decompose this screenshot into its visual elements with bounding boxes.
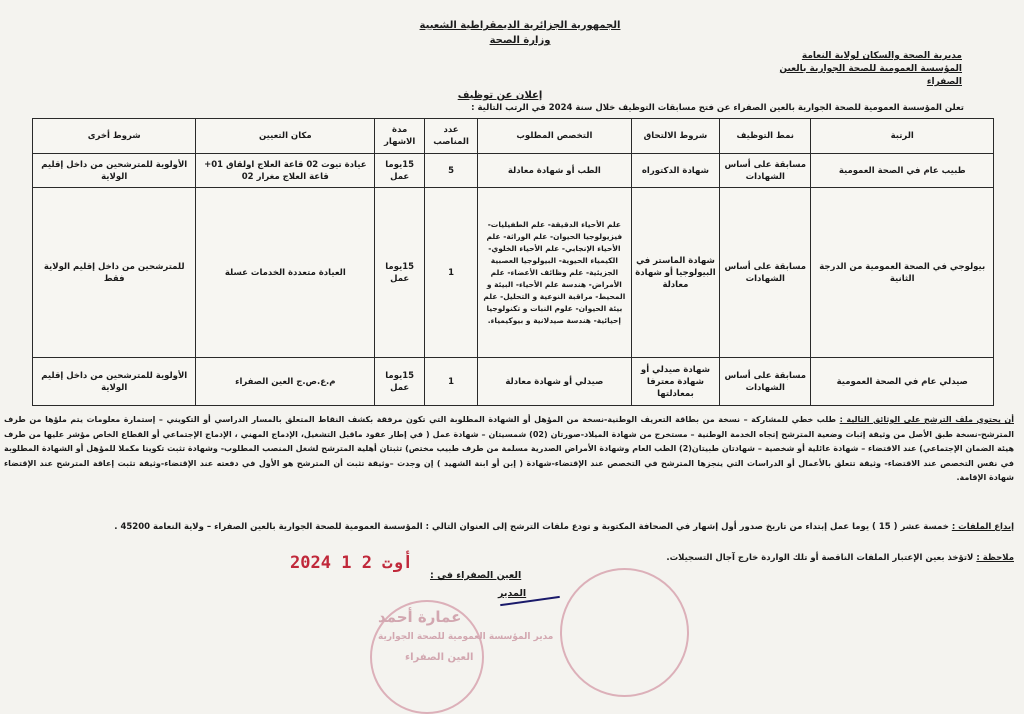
cell-condition: شهادة صيدلي أو شهادة معترفا بمعادلتها	[631, 358, 719, 406]
col-header-rank: الرتبة	[811, 119, 994, 154]
col-header-place: مكان التعيين	[196, 119, 375, 154]
cell-mode: مسابقة على أساس الشهادات	[720, 188, 811, 358]
cell-count: 5	[425, 154, 478, 188]
table-row	[33, 154, 994, 188]
intro-text: تعلن المؤسسة العمومية للصحة الجوارية بالعين الصفراء عن فتح مسابقات التوظيف خلال سنة 2024 في الرتب التالية :	[471, 103, 964, 113]
documents-section	[4, 413, 1014, 486]
stamp-title: مدير المؤسسة العمومية للصحة الجوارية	[378, 632, 554, 642]
stamp-name: عمارة أحمد	[378, 608, 462, 626]
stamp-place: العين الصفراء	[405, 652, 474, 663]
directorate-title: مديرية الصحة والسكان لولاية النعامة	[801, 51, 962, 61]
header-center	[380, 18, 660, 48]
signature-place: العين الصفراء في :	[430, 570, 522, 581]
table-header-row	[33, 119, 994, 154]
cell-duration: 15يوما عمل	[375, 358, 425, 406]
note-text: لاتؤخذ بعين الإعتبار الملفات الناقصة أو تلك الواردة خارج آجال التسجيلات.	[666, 553, 974, 563]
deadline-heading: إيداع الملفات :	[951, 522, 1014, 532]
cell-mode: مسابقة على أساس الشهادات	[720, 358, 811, 406]
note-heading: ملاحظة :	[976, 553, 1014, 563]
cell-specialty: الطب أو شهادة معادلة	[477, 154, 631, 188]
cell-rank: طبيب عام في الصحة العمومية	[811, 154, 994, 188]
jobs-table	[32, 118, 994, 406]
documents-text: طلب خطي للمشاركة – نسخة من بطاقة التعريف الوطنية-نسخة من المؤهل أو الشهادة المطلوبة التي تكون مرفقة بكشف النقاط المتعلق بالمسار الدراسي أو التكويني – إستمارة معلومات يتم ملؤها من طرف المترشح-نسخة طبق الأصل من وثيقة إثبات وضعية المترشح إتجاه الخدمة الوطنية – مستخرج من شهادة الميلاد-صورتان (02) شمسيتان – شهادة عمل ( في إطار عقود ماقبل التشغيل، الإدماج المهني ، الإدماج الإجتماعي أو القطاع الخاص مؤشر عليها من طرف هيئة الضمان الإجتماعي) عند الاقتضاء – شهادة عائلية أو شخصية – شهادتان طبيتان(2) الطب العام وشهادة الأمراض الصدرية مسلمة من طرف طبيب مختص) تثبتان أهلية المترشح لشغل المنصب المطلوب- وشهادة تثبت تكوينا مكملا للمؤهل أو الشهادة المطلوبة في نفس التخصص عند الاقتضاء- وثيقة تتعلق بالأعمال أو الدراسات التي ينجزها المترشح في التخصص عند الإقتضاء-شهادة ( إبن أو ابنة الشهيد ) إن وجدت –وثيقة تثبت أن المترشح هو الأول في دفعته عند الإقتضاء-وثيقة تثبت إعاقة المترشح عند الإقتضاء شهادة الإقامة.	[4, 415, 1014, 482]
table-row	[33, 188, 994, 358]
cell-condition: شهادة الدكتوراه	[631, 154, 719, 188]
cell-other: الأولوية للمترشحين من داخل إقليم الولاية	[33, 154, 196, 188]
cell-mode: مسابقة على أساس الشهادات	[720, 154, 811, 188]
documents-heading: أن يحتوي ملف الترشح على الوثائق التالية :	[839, 415, 1015, 424]
cell-duration: 15يوما عمل	[375, 154, 425, 188]
official-seal-right	[560, 568, 689, 697]
institution-title: المؤسسة العمومية للصحة الجوارية بالعين الصفراء	[779, 64, 962, 87]
col-header-condition: شروط الالتحاق	[631, 119, 719, 154]
director-title: المدير	[498, 588, 527, 599]
col-header-mode: نمط التوظيف	[720, 119, 811, 154]
cell-rank: بيولوجي في الصحة العمومية من الدرجة الثانية	[811, 188, 994, 358]
cell-specialty: صيدلي أو شهادة معادلة	[477, 358, 631, 406]
deadline-text: خمسة عشر ( 15 ) يوما عمل إبتداء من تاريخ صدور أول إشهار في الصحافة المكتوبة و تودع ملفات الترشح إلى العنوان التالي : المؤسسة العمومية للصحة الجوارية بالعين الصفراء – ولاية النعامة 45200 .	[114, 522, 949, 532]
cell-condition: شهادة الماستر في البيولوجيا أو شهادة معادلة	[631, 188, 719, 358]
col-header-count: عدد المناصب	[425, 119, 478, 154]
col-header-other: شروط أخرى	[33, 119, 196, 154]
col-header-duration: مدة الاشهار	[375, 119, 425, 154]
cell-specialty: علم الأحياء الدقيقة- علم الطفيليات- فيزيولوجيا الحيوان- علم الوراثة- علم الأحياء الإنجابي- علم الأحياء الخلوي- الكيمياء الحيوية- البيولوجيا العصبية الجزيئية- علم وظائف الأعضاء- علم الأمراض- هندسة علم الأحياء- البيئة و المحيط- مراقبة النوعية و التحليل- علم بيئة الحيوان- علوم النبات و تكنولوجيا إحيائية- هندسة صيدلانية و بيوكيمياء.	[477, 188, 631, 358]
col-header-specialty: التخصص المطلوب	[477, 119, 631, 154]
republic-title: الجمهورية الجزائرية الديمقراطية الشعبية	[419, 20, 621, 31]
cell-place: عيادة تيوت 02 قاعة العلاج اولقاق 01+ قاعة العلاج مغرار 02	[196, 154, 375, 188]
cell-other: للمترشحين من داخل إقليم الولاية فقط	[33, 188, 196, 358]
cell-count: 1	[425, 358, 478, 406]
cell-rank: صيدلي عام في الصحة العمومية	[811, 358, 994, 406]
cell-place: م.ع.ص.ج العين الصفراء	[196, 358, 375, 406]
ministry-title: وزارة الصحة	[489, 35, 551, 46]
cell-place: العيادة متعددة الخدمات عسلة	[196, 188, 375, 358]
deadline-section	[30, 520, 1014, 534]
header-right	[742, 50, 962, 89]
cell-count: 1	[425, 188, 478, 358]
note-section	[454, 553, 1014, 563]
announcement-title: إعلان عن توظيف	[457, 90, 543, 101]
cell-duration: 15يوما عمل	[375, 188, 425, 358]
cell-other: الأولوية للمترشحين من داخل إقليم الولاية	[33, 358, 196, 406]
table-row	[33, 358, 994, 406]
date-stamp: 2024 أوت 2 1	[290, 553, 413, 573]
